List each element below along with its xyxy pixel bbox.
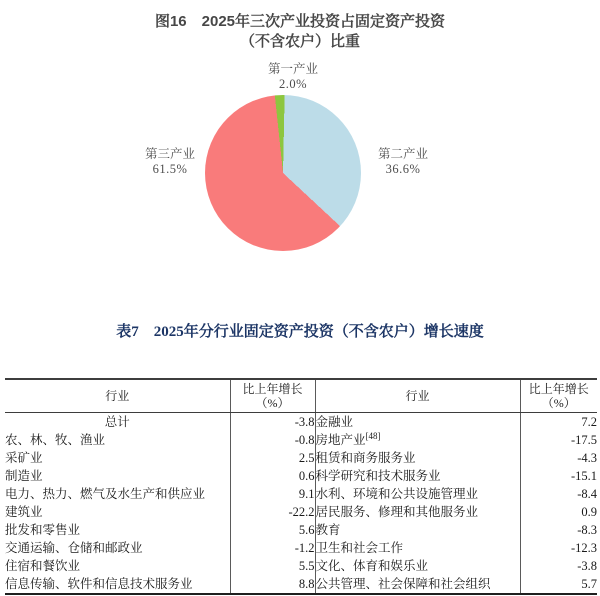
industry-cell-right: 科学研究和技术服务业 <box>315 467 520 485</box>
growth-table <box>5 378 597 595</box>
value-cell-left: 5.5 <box>230 557 315 575</box>
industry-cell-left: 采矿业 <box>5 449 230 467</box>
industry-cell-right: 文化、体育和娱乐业 <box>315 557 520 575</box>
table-row <box>5 467 597 485</box>
value-cell-left: 5.6 <box>230 521 315 539</box>
value-cell-right: 5.7 <box>581 577 597 591</box>
pie-label-secondary-name: 第二产业 <box>377 147 428 161</box>
table-row <box>5 521 597 539</box>
table-row <box>5 539 597 557</box>
value-cell-right: -8.3 <box>577 523 597 537</box>
industry-cell-right: 水利、环境和公共设施管理业 <box>315 485 520 503</box>
industry-cell-left: 总计 <box>5 413 230 432</box>
value-cell-right: -12.3 <box>570 541 597 555</box>
industry-cell-right: 教育 <box>315 521 520 539</box>
value-cell-right: -17.5 <box>570 433 597 447</box>
value-cell-left: 0.6 <box>230 467 315 485</box>
table-row <box>5 449 597 467</box>
value-cell-right: -4.3 <box>577 451 597 465</box>
industry-cell-right: 公共管理、社会保障和社会组织 <box>315 575 520 594</box>
industry-cell-left: 制造业 <box>5 467 230 485</box>
table-header-row <box>5 379 597 413</box>
table-row <box>5 557 597 575</box>
value-cell-left: -0.8 <box>230 431 315 449</box>
figure-title-line1: 图16 2025年三次产业投资占固定资产投资 <box>154 13 446 30</box>
header-growth-left <box>230 379 315 413</box>
pie-label-secondary-value: 36.6% <box>385 162 421 176</box>
table-row <box>5 485 597 503</box>
value-cell-left: -1.2 <box>230 539 315 557</box>
industry-cell-right: 金融业 <box>315 413 520 432</box>
header-growth-left-line2: （%） <box>255 396 290 410</box>
industry-cell-left: 农、林、牧、渔业 <box>5 431 230 449</box>
header-growth-right-line1: 比上年增长 <box>528 382 589 396</box>
industry-cell-left: 信息传输、软件和信息技术服务业 <box>5 575 230 594</box>
table-row <box>5 503 597 521</box>
pie-label-primary <box>238 62 348 92</box>
value-cell-left: 2.5 <box>230 449 315 467</box>
value-cell-left: 8.8 <box>230 575 315 594</box>
table-row <box>5 575 597 594</box>
value-cell-left: -3.8 <box>230 413 315 432</box>
header-growth-right-line2: （%） <box>541 396 576 410</box>
industry-cell-right: 卫生和社会工作 <box>315 539 520 557</box>
industry-cell-left: 住宿和餐饮业 <box>5 557 230 575</box>
value-cell-left: -22.2 <box>230 503 315 521</box>
value-cell-right: -8.4 <box>577 487 597 501</box>
header-growth-right <box>520 379 597 413</box>
pie-label-secondary <box>348 147 458 177</box>
pie-label-tertiary <box>115 147 225 177</box>
header-industry-left: 行业 <box>5 379 230 413</box>
figure-title <box>0 12 600 52</box>
pie-label-tertiary-name: 第三产业 <box>144 147 195 161</box>
industry-cell-right: 房地产业[48] <box>315 431 520 449</box>
figure-title-line2: （不含农户）比重 <box>239 33 360 50</box>
industry-cell-left: 批发和零售业 <box>5 521 230 539</box>
table-row <box>5 431 597 449</box>
value-cell-left: 9.1 <box>230 485 315 503</box>
table-title: 表7 2025年分行业固定资产投资（不含农户）增长速度 <box>116 324 484 340</box>
table-body <box>5 413 597 595</box>
pie-label-tertiary-value: 61.5% <box>152 162 188 176</box>
industry-cell-left: 建筑业 <box>5 503 230 521</box>
pie-label-primary-name: 第一产业 <box>267 62 318 76</box>
header-industry-right: 行业 <box>315 379 520 413</box>
industry-cell-left: 电力、热力、燃气及水生产和供应业 <box>5 485 230 503</box>
table-row <box>5 413 597 432</box>
table-header <box>5 379 597 413</box>
value-cell-right: -15.1 <box>570 469 597 483</box>
pie-chart <box>205 95 361 251</box>
industry-cell-right: 居民服务、修理和其他服务业 <box>315 503 520 521</box>
value-cell-right: -3.8 <box>577 559 597 573</box>
value-cell-right: 7.2 <box>581 415 597 429</box>
industry-cell-right: 租赁和商务服务业 <box>315 449 520 467</box>
industry-cell-left: 交通运输、仓储和邮政业 <box>5 539 230 557</box>
pie-label-primary-value: 2.0% <box>278 77 308 91</box>
header-growth-left-line1: 比上年增长 <box>242 382 303 396</box>
value-cell-right: 0.9 <box>581 505 597 519</box>
